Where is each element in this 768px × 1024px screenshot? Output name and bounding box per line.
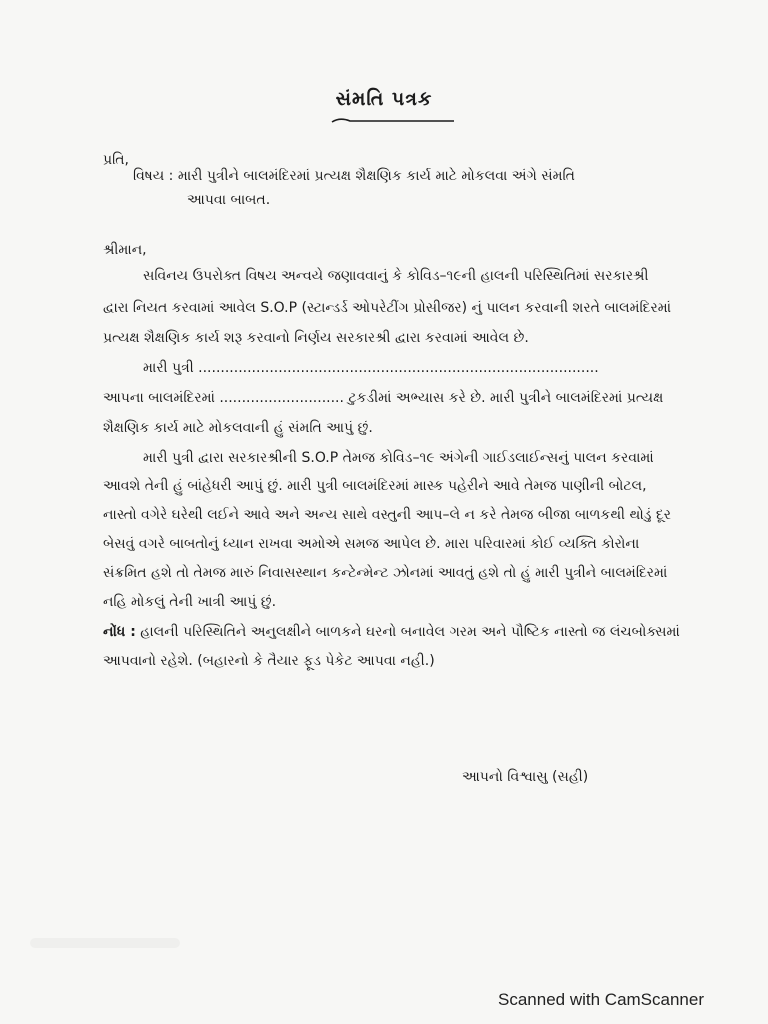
note-line-2: આપવાનો રહેશે. (બહારનો કે તૈયાર ફૂડ પેકેટ આપવા નહી.) <box>103 653 435 669</box>
scan-smudge <box>30 938 180 948</box>
para3-line: બેસવું વગરે બાબતોનું ધ્યાન રાખવા અમોએ સમજ આપેલ છે. મારા પરિવારમાં કોઈ વ્યક્તિ કોરોના <box>103 536 640 552</box>
document-title: સંમતિ પત્રક <box>335 88 433 110</box>
salutation: શ્રીમાન, <box>103 242 147 258</box>
signature-line: આપનો વિશ્વાસુ (સહી) <box>462 769 589 785</box>
camscanner-watermark: Scanned with CamScanner <box>498 990 705 1009</box>
para1-line: પ્રત્યક્ષ શૈક્ષણિક કાર્ય શરૂ કરવાનો નિર્ણય સરકારશ્રી દ્વારા કરવામાં આવેલ છે. <box>103 330 529 346</box>
subject-line-2: આપવા બાબત. <box>187 192 271 208</box>
subject-text-1: મારી પુત્રીને બાલમંદિરમાં પ્રત્યક્ષ શૈક્ષણિક કાર્ય માટે મોકલવા અંગે સંમતિ <box>177 168 575 184</box>
para1-line: સવિનય ઉપરોક્ત વિષય અન્વયે જણાવવાનું કે કોવિડ–૧૯ની હાલની પરિસ્થિતિમાં સરકારશ્રી <box>143 268 649 284</box>
note-text-1: હાલની પરિસ્થિતિને અનુલક્ષીને બાળકને ઘરનો બનાવેલ ગરમ અને પૌષ્ટિક નાસ્તો જ લંચબોક્સમાં <box>140 624 680 640</box>
note-line-1 <box>103 622 680 642</box>
para2-line: શૈક્ષણિક કાર્ય માટે મોકલવાની હું સંમતિ આપું છું. <box>103 420 373 436</box>
para3-line: આવશે તેની હું બાંહેધરી આપું છું. મારી પુત્રી બાલમંદિરમાં માસ્ક પહેરીને આવે તેમજ પાણીની બોટલ, <box>103 478 647 494</box>
para3-line: મારી પુત્રી દ્વારા સરકારશ્રીની S.O.P તેમજ કોવિડ–૧૯ અંગેની ગાઈડલાઈન્સનું પાલન કરવામાં <box>143 450 654 466</box>
para1-line: દ્વારા નિયત કરવામાં આવેલ S.O.P (સ્ટાન્ડર્ડ ઓપરેટીંગ પ્રોસીજર) નું પાલન કરવાની શરતે બાલમંદિરમાં <box>103 300 672 316</box>
subject-line-1 <box>133 166 575 186</box>
para2-line: મારી પુત્રી .......................................................................................... <box>143 360 599 376</box>
note-label: નોંધ : <box>103 624 136 640</box>
addressee: પ્રતિ, <box>103 152 129 168</box>
para2-line: આપના બાલમંદિરમાં ............................ ટુકડીમાં અભ્યાસ કરે છે. મારી પુત્રીને બાલમંદિરમાં પ્રત્યક્ષ <box>103 390 664 406</box>
title-underline <box>330 116 456 126</box>
subject-label: વિષય : <box>133 168 174 184</box>
para3-line: નહિ મોકલું તેની ખાત્રી આપું છું. <box>103 594 277 610</box>
para3-line: નાસ્તો વગેરે ઘરેથી લઈને આવે અને અન્ય સાથે વસ્તુની આપ–લે ન કરે તેમજ બીજા બાળકથી થોડું દૂર <box>103 507 671 523</box>
para3-line: સંક્રમિત હશે તો તેમજ મારું નિવાસસ્થાન કન્ટેન્મેન્ટ ઝોનમાં આવતું હશે તો હું મારી પુત્રીને બાલમંદિરમાં <box>103 565 668 581</box>
